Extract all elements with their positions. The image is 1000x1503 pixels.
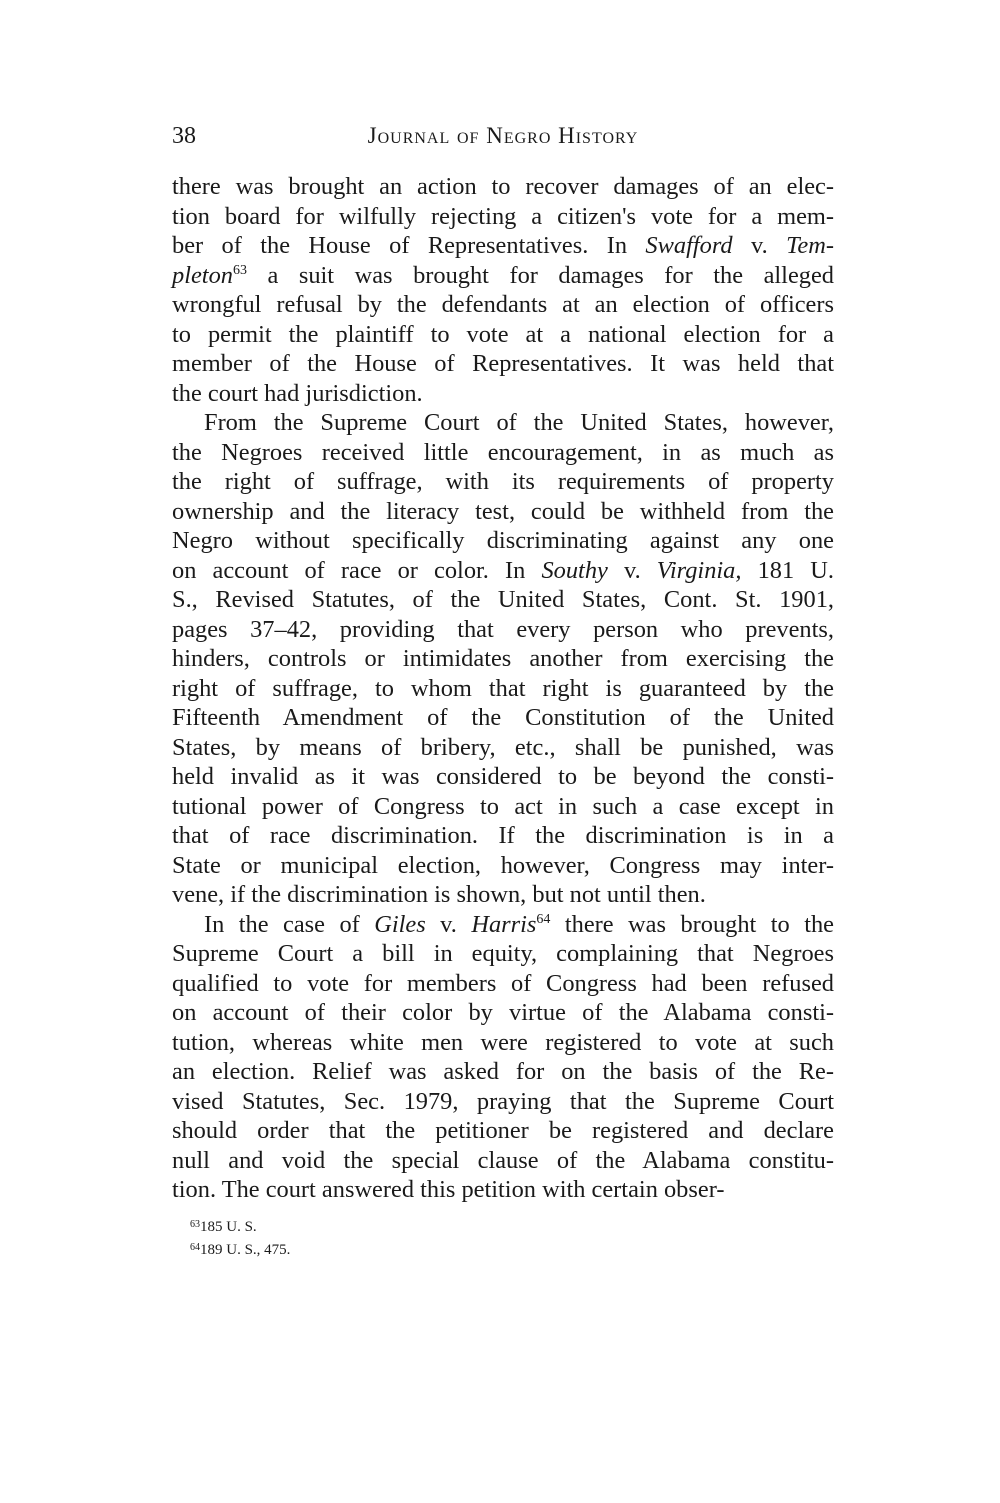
text-line: should order that the petitioner be registered and declare (172, 1117, 834, 1144)
text-line: tutional power of Congress to act in such a case except in (172, 792, 834, 820)
text-line: Supreme Court a bill in equity, complaining that Negroes (172, 940, 834, 967)
case-name: Southy (541, 556, 608, 584)
paragraph (172, 172, 834, 408)
text-line: tution, whereas white men were registered to vote at such (172, 1028, 834, 1056)
text-line: ownership and the literacy test, could be withheld from the (172, 497, 834, 525)
footnote-ref: 63 (232, 262, 247, 278)
text-line: State or municipal election, however, Congress may inter- (172, 851, 834, 879)
text-line: pleton$^{63}$ a suit was brought for damages for the alleged (172, 261, 834, 289)
text-line: In the case of Giles v. Harris$^{64}$ there was brought to the (204, 910, 834, 938)
text-line: S., Revised Statutes, of the United States, Cont. St. 1901, (172, 586, 834, 613)
text-line: qualified to vote for members of Congress had been refused (172, 969, 834, 997)
running-head: Journal of Negro History (367, 123, 639, 148)
text-line: to permit the plaintiff to vote at a national election for a (172, 320, 834, 348)
text-line: States, by means of bribery, etc., shall be punished, was (172, 733, 834, 761)
footnote-marker: 64 (190, 1242, 200, 1253)
case-name: pleton (172, 261, 233, 289)
text-line: tion board for wilfully rejecting a citizen's vote for a mem- (172, 202, 834, 230)
case-name: Swafford (645, 232, 733, 259)
text-line: vene, if the discrimination is shown, but not until then. (172, 881, 706, 908)
text-line: null and void the special clause of the Alabama constitu- (172, 1146, 834, 1174)
text-line: right of suffrage, to whom that right is guaranteed by the (172, 674, 834, 702)
text-line: that of race discrimination. If the discrimination is in a (172, 822, 834, 849)
text-line: Fifteenth Amendment of the Constitution of the United (172, 704, 834, 731)
text-line: Negro without specifically discriminating against any one (172, 527, 834, 554)
text-line: the court had jurisdiction. (172, 379, 423, 407)
case-name: Giles (374, 910, 426, 938)
footnote-ref: 64 (536, 911, 551, 927)
case-name: Virginia, (656, 556, 742, 584)
footnote-marker: 63 (190, 1219, 200, 1230)
text-line: member of the House of Representatives. It was held that (172, 350, 834, 377)
text-line: held invalid as it was considered to be beyond the consti- (172, 763, 834, 790)
text-line: the Negroes received little encouragement, in as much as (172, 438, 834, 466)
paragraph (172, 408, 834, 910)
text-line: wrongful refusal by the defendants at an election of officers (172, 291, 834, 318)
text-line: ber of the House of Representatives. In Swafford v. Tem- (172, 232, 834, 259)
text-line: there was brought an action to recover damages of an elec- (172, 173, 834, 200)
footnotes (190, 1216, 290, 1262)
text-line: From the Supreme Court of the United States, however, (204, 409, 834, 436)
footnote-text: 185 U. S. (200, 1219, 257, 1235)
paragraph (172, 910, 834, 1205)
footnote-text: 189 U. S., 475. (200, 1242, 291, 1258)
text-line: on account of their color by virtue of the Alabama consti- (172, 999, 834, 1026)
text-line: on account of race or color. In Southy v. Virginia, 181 U. (172, 556, 834, 584)
footnote (190, 1239, 290, 1262)
footnote (190, 1216, 290, 1239)
text-line: the right of suffrage, with its requirements of property (172, 468, 834, 495)
page-number: 38 (172, 123, 196, 149)
text-line: an election. Relief was asked for on the basis of the Re- (172, 1058, 834, 1085)
text-line: tion. The court answered this petition with certain obser- (172, 1176, 725, 1203)
text-line: hinders, controls or intimidates another from exercising the (172, 645, 834, 672)
body-text (172, 172, 834, 1205)
text-line: pages 37–42, providing that every person who prevents, (172, 615, 834, 643)
case-name: Harris (471, 910, 537, 938)
page-header (172, 120, 834, 152)
text-line: vised Statutes, Sec. 1979, praying that the Supreme Court (172, 1087, 834, 1115)
case-name: Tem- (786, 232, 834, 259)
